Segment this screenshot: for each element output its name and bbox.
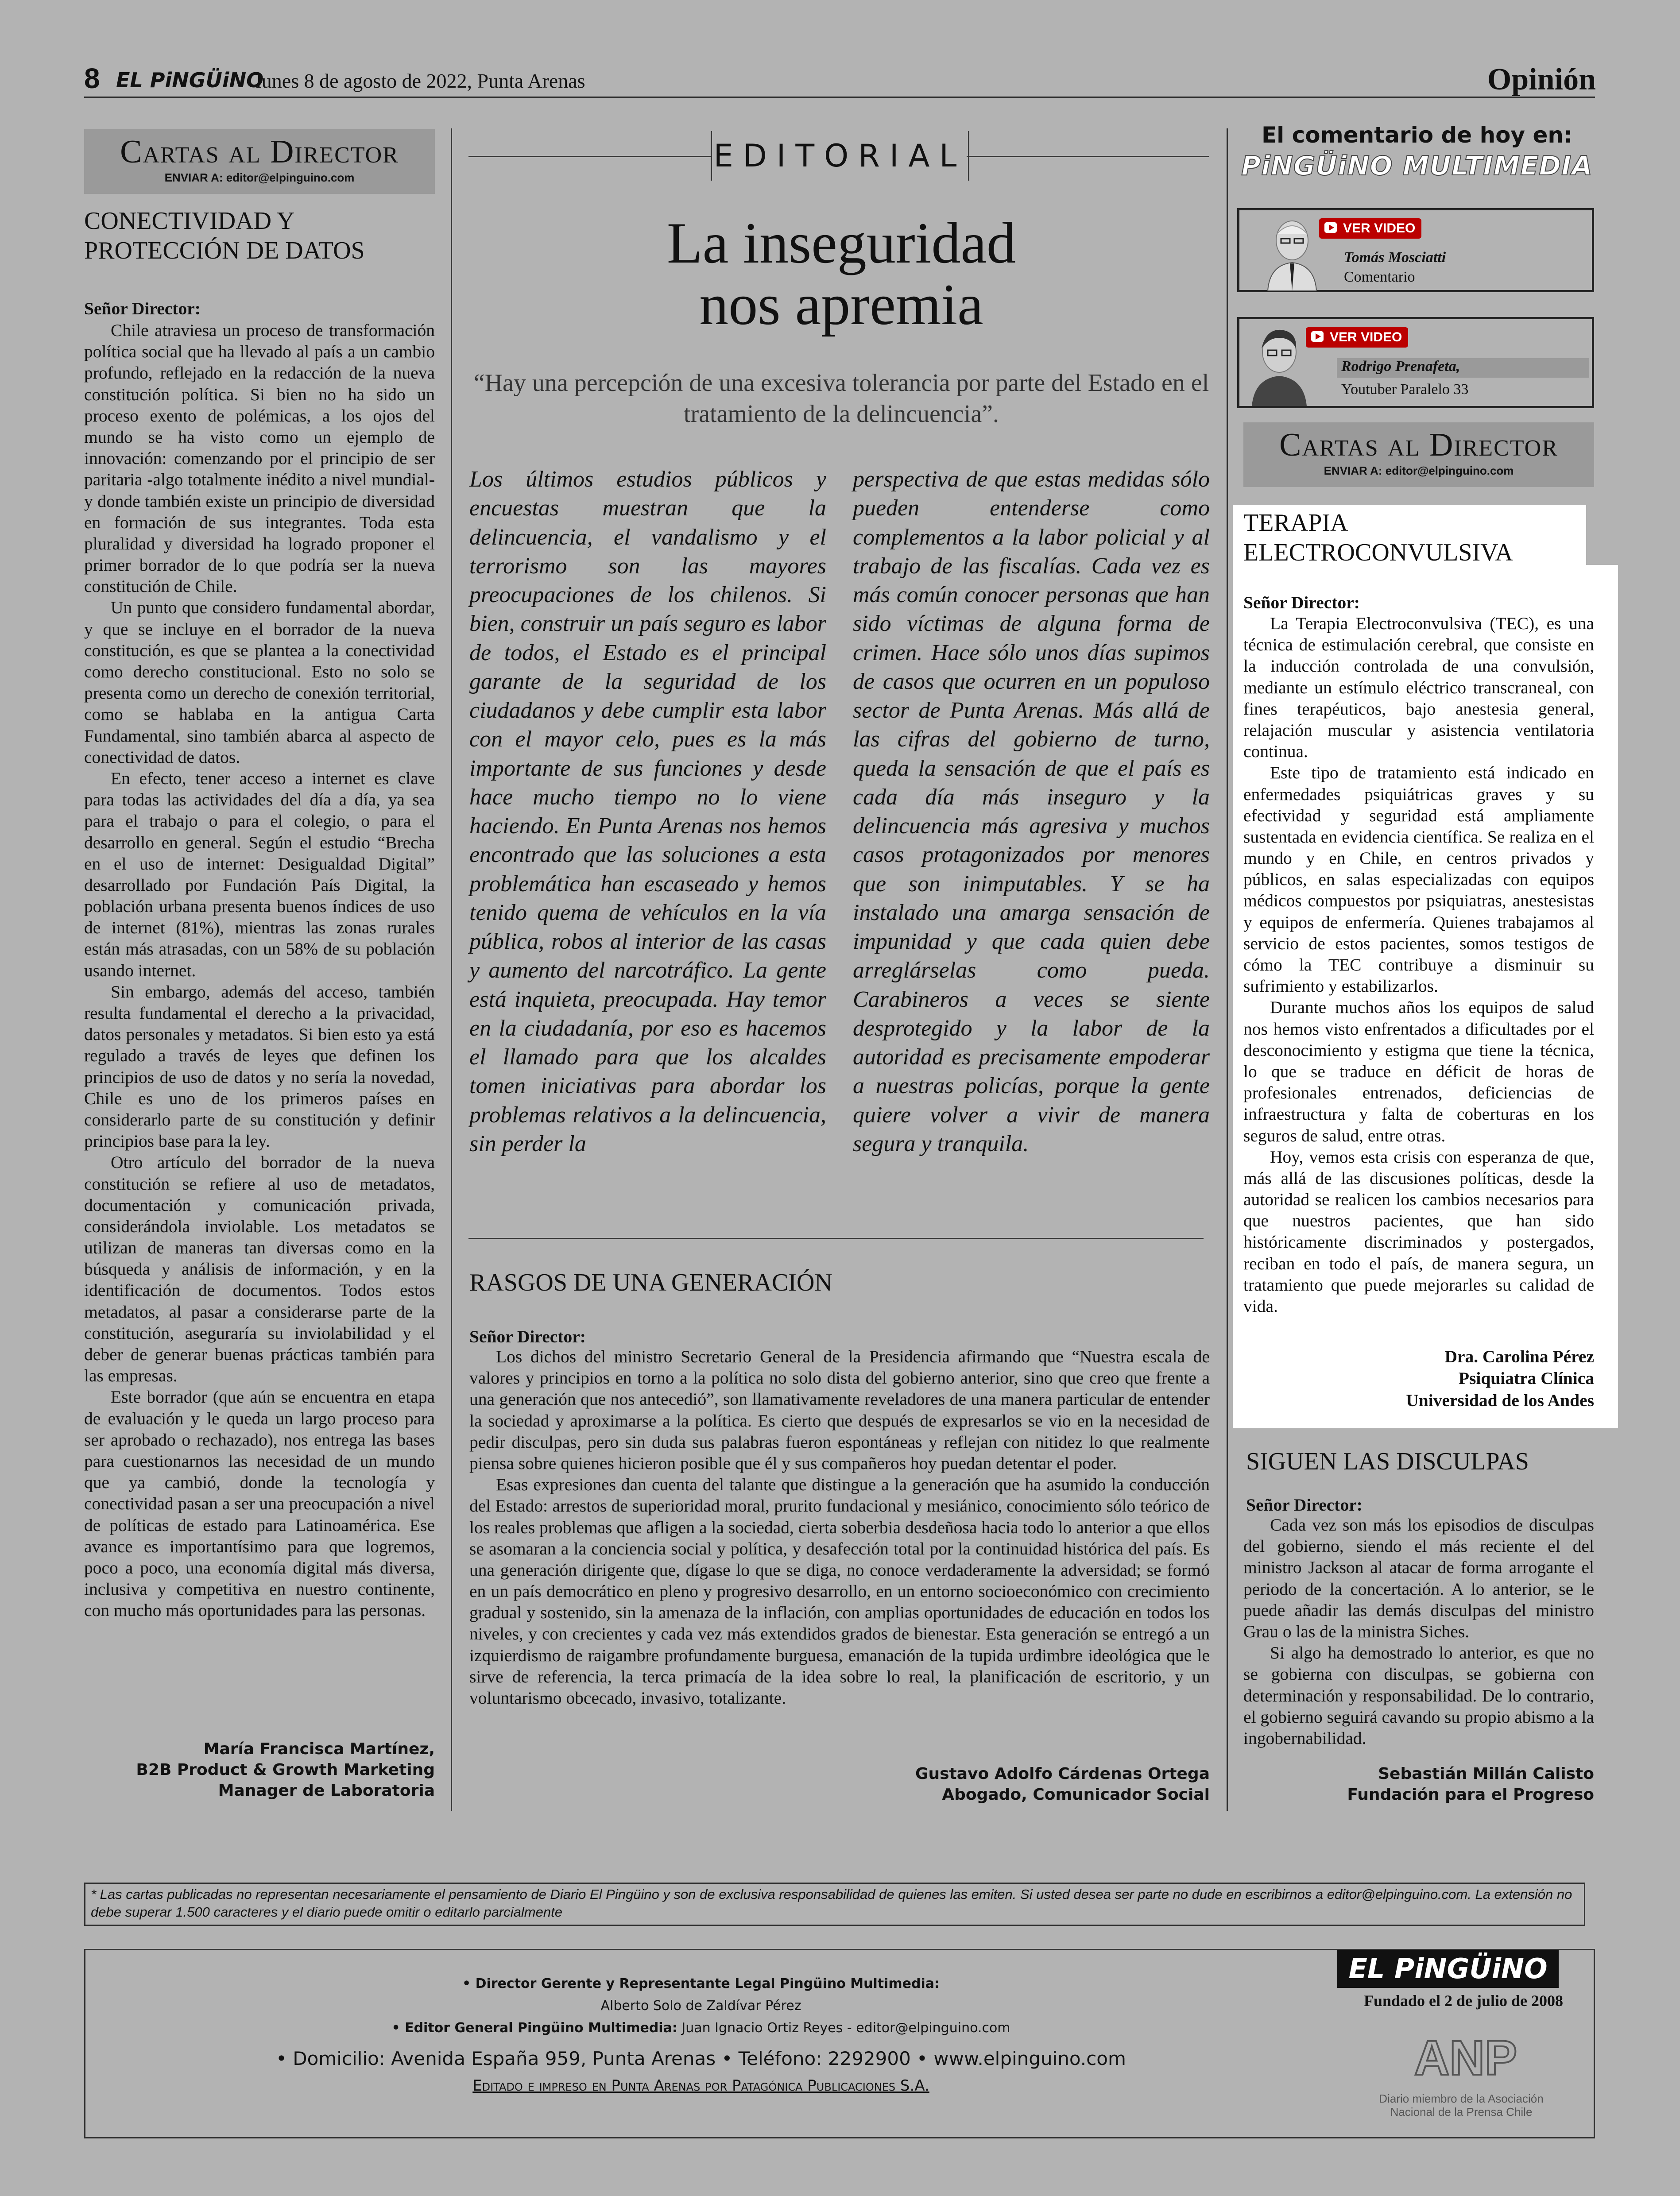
button-label: VER VIDEO	[1343, 221, 1416, 236]
signature-line: María Francisca Martínez,	[203, 1740, 435, 1758]
paragraph: Este tipo de tratamiento está indicado en enfermedades psiquiátricas graves y su efectividad y seguridad está ampliamente sustentada en evidencia científica. Se realiza en el mundo y en Chile, en centros privados y públicos, en salas especializadas con equipos médicos compuestos por psiquiatras, anestesistas y equipos de enfermería. Quienes trabajamos al servicio de estos pacientes, somos testigos de cómo la TEC contribuye a disminuir su sufrimiento y estabilizarlos.	[1243, 763, 1594, 996]
multimedia-brand: PiNGÜiNO MULTIMEDIA	[1241, 151, 1593, 182]
title-line: La inseguridad	[666, 210, 1016, 275]
editorial-column-2	[853, 465, 1210, 1158]
cartas-box-left	[84, 129, 435, 194]
video-card-mosciatti[interactable]	[1237, 208, 1594, 292]
button-label: VER VIDEO	[1330, 330, 1402, 344]
column-rule-right	[1227, 128, 1228, 1811]
signature-line: Fundación para el Progreso	[1347, 1785, 1594, 1804]
cartas-box-right	[1243, 422, 1594, 487]
paragraph: Cada vez son más los episodios de disculpas del gobierno, siendo el más reciente el del ministro Jackson al atacar de forma arrogante el periodo de la concertación. A lo anterior, se le puede añadir las demás disculpas del ministro Grau o las de la ministra Siches.	[1243, 1515, 1594, 1641]
column-rule-left	[451, 128, 452, 1811]
caption-line: Nacional de la Prensa Chile	[1390, 2105, 1533, 2119]
multimedia-intro: El comentario de hoy en:	[1261, 122, 1573, 148]
headline-line: ELECTROCONVULSIVA	[1243, 539, 1513, 567]
cartas-email: ENVIAR A: editor@elpinguino.com	[164, 171, 355, 184]
signature-line: Sebastián Millán Calisto	[1378, 1765, 1594, 1783]
signature-line: Gustavo Adolfo Cárdenas Ortega	[915, 1765, 1210, 1783]
address-line: • Domicilio: Avenida España 959, Punta Arenas • Teléfono: 2292900 • www.elpinguino.com	[276, 2048, 1126, 2069]
letter-body	[1243, 1514, 1594, 1749]
play-video-button[interactable]	[1306, 327, 1408, 348]
signature-line: Manager de Laboratoria	[218, 1781, 435, 1800]
headline-line: PROTECCIÓN DE DATOS	[84, 237, 365, 265]
signature-line: Abogado, Comunicador Social	[942, 1785, 1210, 1804]
letter-body	[1243, 613, 1594, 1317]
letter-salute: Señor Director:	[1246, 1495, 1363, 1515]
letter-body	[84, 320, 435, 1621]
editor-label: • Editor General Pingüino Multimedia:	[391, 2020, 677, 2036]
cartas-title: Cartas al Director	[1279, 427, 1558, 463]
disclaimer: * Las cartas publicadas no representan necesariamente el pensamiento de Diario El Pingüino y son de exclusiva responsabilidad de quienes las emiten. Si usted desea ser parte no dude en escribirnos a editor@elpinguino.com. La extensión no debe superar 1.500 caracteres y el diario puede omitir o editarlo parcialmente	[84, 1883, 1585, 1926]
anp-wordmark: ANP	[1414, 2031, 1517, 2084]
paragraph: Sin embargo, además del acceso, también resulta fundamental el derecho a la privacidad, datos personales y metadatos. Si bien esto ya está regulado a través de leyes que definen los principios de uso de datos y no sería la novedad, Chile es uno de los primeros países en considerarlo parte de su constitución y definir principios base para la ley.	[84, 982, 435, 1151]
paragraph: Un punto que considero fundamental abordar, y que se incluye en el borrador de la nueva constitución, es que se plantea a la conectividad como derecho constitucional. Esto no solo se presenta como un derecho de conexión territorial, como se hablaba en la antigua Carta Fundamental, sino también abarca al aspecto de conectividad de datos.	[84, 598, 435, 767]
editorial-title	[469, 210, 1213, 337]
editor-line	[85, 2020, 1316, 2036]
paragraph: Chile atraviesa un proceso de transformación política social que ha llevado al país a un cambio profundo, reflejado en la redacción de la nueva constitución política. Si bien no ha sido un proceso exento de polémicas, a los ojos del mundo se ha visto como un ejemplo de innovación: comenzando por el principio de ser paritaria -algo totalmente inédito a nivel mundial- y donde también existe un principio de diversidad en formación de sus integrantes. Toda esta pluralidad y diversidad ha logrado proponer el primer borrador de lo que podría ser la nueva constitución de Chile.	[84, 321, 435, 596]
paragraph: Otro artículo del borrador de la nueva constitución se refiere al uso de metadatos, documentación y comunicación privada, considerándola inviolable. Los metadatos se utilizan de maneras tan diversas como en la búsqueda y análisis de información, y en la identificación de documentos. Todos estos metadatos, al pasar a considerarse parte de la constitución, aseguraría su inviolabilidad y el deber de generar buenas prácticas también para las empresas.	[84, 1152, 435, 1386]
signature-line: Universidad de los Andes	[1406, 1390, 1594, 1410]
signature-line: Dra. Carolina Pérez	[1444, 1347, 1594, 1366]
anp-caption	[1351, 2092, 1572, 2119]
letter-salute: Señor Director:	[84, 299, 201, 318]
cartas-email: ENVIAR A: editor@elpinguino.com	[1324, 464, 1514, 477]
video-person-name: Rodrigo Prenafeta,	[1341, 358, 1460, 375]
editorial-rule	[468, 156, 711, 157]
director-name: Alberto Solo de Zaldívar Pérez	[600, 1998, 801, 2014]
letter-signature	[1243, 1346, 1594, 1411]
cartas-title: Cartas al Director	[120, 134, 399, 170]
header-rule	[84, 97, 1595, 98]
paragraph: Esas expresiones dan cuenta del talante que distingue a la generación que ha asumido la conducción del Estado: arrestos de superioridad moral, prurito fundacional y mesiánico, conocimiento sólo teórico de los reales problemas que afligen a la sociedad, cierta soberbia desdeñosa hacia todo lo anterior a que ellos se asomaran a la conciencia social y política, y desafección total por la continuidad histórica del país. Es una generación dirigente que, dígase lo que se diga, no conoce verdaderamente la adversidad; se formó en un país democrático en pleno y progresivo desarrollo, en un entorno socioeconómico con crecimiento gradual y sostenido, sin la amenaza de la inflación, con amplias oportunidades de educación en todos los niveles, y con crecientes y cada vez más extendidos grados de bienestar. Esta generación se entregó a un izquierdismo de raigambre profundamente burguesa, emanación de la tupida urdimbre ideológica que le sirve de referencia, la terca primacía de la idea sobre lo real, la planificación de escritorio, y un voluntarismo obcecado, invasivo, totalizante.	[469, 1475, 1210, 1708]
video-card-prenafeta[interactable]	[1237, 317, 1594, 408]
editorial-text: Los últimos estudios públicos y encuestas muestran que la delincuencia, el vandalismo y el terrorismo son las mayores preocupaciones de los chilenos. Si bien, construir un país seguro es labor de todos, el Estado es el principal garante de la seguridad de los ciudadanos y debe cumplir esta labor con el mayor celo, pues es la más importante de sus funciones y desde hace mucho tiempo no lo viene haciendo. En Punta Arenas nos hemos encontrado que las soluciones a esta problemática han escaseado y hemos tenido quema de vehículos en la vía pública, robos al interior de las casas y aumento del narcotráfico. La gente está inquieta, preocupada. Hay temor en la ciudadanía, por eso es hacemos el llamado para que los alcaldes tomen iniciativas para abordar los problemas relativos a la delincuencia, sin perder la	[469, 467, 826, 1156]
director-label: • Director Gerente y Representante Legal Pingüino Multimedia:	[462, 1976, 940, 1991]
play-icon	[1311, 331, 1324, 342]
video-person-role: Comentario	[1344, 269, 1415, 285]
letter-salute: Señor Director:	[1243, 593, 1360, 612]
printed-by: Editado e impreso en Punta Arenas por Patagónica Publicaciones S.A.	[472, 2077, 929, 2095]
play-icon	[1324, 222, 1337, 233]
page-number: 8	[84, 62, 100, 94]
signature-line: Psiquiatra Clínica	[1458, 1369, 1594, 1388]
title-line: nos apremia	[699, 271, 983, 337]
paragraph: Este borrador (que aún se encuentra en etapa de evaluación y le queda un largo proceso para ser aprobado o rechazado), nos entrega las bases para cuestionarnos las necesidad de un mundo que ya cambió, donde la tecnología y conectividad pasan a ser una preocupación a nivel de políticas de estado para Latinoamérica. Ese avance es importantísimo para que logremos, poco a poco, una economía digital más diversa, inclusiva y competitiva en nuestro continente, con mucho más oportunidades para las personas.	[84, 1387, 435, 1620]
letter-signature	[84, 1739, 435, 1801]
section-title: Opinión	[1487, 62, 1596, 97]
paragraph: Durante muchos años los equipos de salud nos hemos visto enfrentados a dificultades por el desconocimiento y estigma que tiene la técnica, lo que se traduce en déficit de horas de profesionales entrenados, deficiencias de infraestructura y falta de coberturas en los seguros de salud, entre otras.	[1243, 997, 1594, 1145]
video-person-name: Tomás Mosciatti	[1344, 249, 1446, 266]
paragraph: En efecto, tener acceso a internet es clave para todas las actividades del día a día, ya sea para el trabajo o para el colegio, o para el desarrollo en general. Según el estudio “Brecha en el uso de internet: Desigualdad Digital” desarrollado por Fundación País Digital, la población urbana presenta buenos índices de uso de internet (81%), mientras las zonas rurales están más atrasadas, con un 58% de su población usando internet.	[84, 768, 435, 980]
letter-headline	[1243, 508, 1589, 568]
letter-body	[469, 1346, 1210, 1709]
caption-line: Diario miembro de la Asociación	[1379, 2092, 1544, 2105]
letter-signature	[469, 1764, 1210, 1806]
video-person-role: Youtuber Paralelo 33	[1341, 381, 1469, 398]
paragraph: Los dichos del ministro Secretario General de la Presidencia afirmando que “Nuestra escala de valores y principios en torno a la política no solo dista del gobierno anterior, sino que creo que frente a una generación que nos antecedió”, son llamativamente reveladores de una manera particular de entender la sociedad y aproximarse a la política. Es cierto que después de expresarlos se vio en la necesidad de pedir disculpas, pero sin duda sus palabras fueron espontáneas y reflejan con nitidez lo que realmente piensa sobre quienes hicieron posible que él y sus compañeros hoy puedan detentar el poder.	[469, 1347, 1210, 1473]
masthead-logo: EL PiNGÜiNO	[116, 68, 264, 92]
footer-logo: EL PiNGÜiNO	[1337, 1950, 1559, 1988]
letter-headline	[84, 206, 438, 266]
letter-signature	[1243, 1764, 1594, 1806]
anp-logo	[1408, 2030, 1523, 2084]
editorial-text: perspectiva de que estas medidas sólo pueden entenderse como complementos a la labor policial y al trabajo de las fiscalías. Cada vez es más común conocer personas que han sido víctimas de alguna forma de crimen. Hace sólo unos días supimos de casos que ocurren en un populoso sector de Punta Arenas. Más allá de las cifras del gobierno de turno, queda la sensación de que el país es cada día más inseguro y la delincuencia más agresiva y muchos casos protagonizados por menores que son inimputables. Y se ha instalado una amarga sensación de impunidad y que cada quien debe arreglárselas como pueda. Carabineros a veces se siente desprotegido y la labor de la autoridad es precisamente empoderar a nuestras policías, porque la gente quiere volver a vivir de manera segura y tranquila.	[853, 467, 1210, 1156]
headline-line: TERAPIA	[1243, 509, 1348, 537]
letter-headline: SIGUEN LAS DISCULPAS	[1246, 1448, 1529, 1475]
editorial-column-1	[469, 465, 826, 1158]
person-photo	[1248, 322, 1310, 406]
editorial-quote: “Hay una percepción de una excesiva tolerancia por parte del Estado en el tratamiento de la delincuencia”.	[473, 369, 1209, 428]
signature-line: B2B Product & Growth Marketing	[136, 1760, 435, 1779]
editorial-label-box	[711, 131, 969, 181]
paragraph: Hoy, vemos esta crisis con esperanza de que, más allá de las discusiones políticas, desde la autoridad se realicen los cambios necesarios para que nuestros pacientes, que han sido históricamente discriminados y postergados, reciban en todo el país, de manera segura, un tratamiento que puede mejorarles su calidad de vida.	[1243, 1147, 1594, 1316]
editorial-label: EDITORIAL	[713, 138, 967, 174]
founded-date: Fundado el 2 de julio de 2008	[1363, 1992, 1564, 2010]
issue-date: lunes 8 de agosto de 2022, Punta Arenas	[256, 70, 585, 92]
editor-name: Juan Ignacio Ortiz Reyes - editor@elpinguino.com	[681, 2020, 1010, 2036]
letter-salute: Señor Director:	[469, 1327, 586, 1346]
paragraph: La Terapia Electroconvulsiva (TEC), es una técnica de estimulación cerebral, que consiste en la inducción controlada de una convulsión, mediante un estímulo eléctrico transcraneal, con fines terapéuticos, bajo anestesia general, relajación muscular y asistencia ventilatoria continua.	[1243, 614, 1594, 762]
paragraph: Si algo ha demostrado lo anterior, es que no se gobierna con disculpas, se gobierna con determinación y responsabilidad. De lo contrario, el gobierno seguirá cavando su propio abismo a la ingobernabilidad.	[1243, 1643, 1594, 1748]
editorial-bottom-rule	[468, 1238, 1204, 1239]
person-photo	[1263, 213, 1321, 291]
headline-line: CONECTIVIDAD Y	[84, 207, 295, 235]
play-video-button[interactable]	[1319, 218, 1421, 239]
editorial-rule	[967, 156, 1209, 157]
letter-headline: RASGOS DE UNA GENERACIÓN	[469, 1269, 832, 1296]
